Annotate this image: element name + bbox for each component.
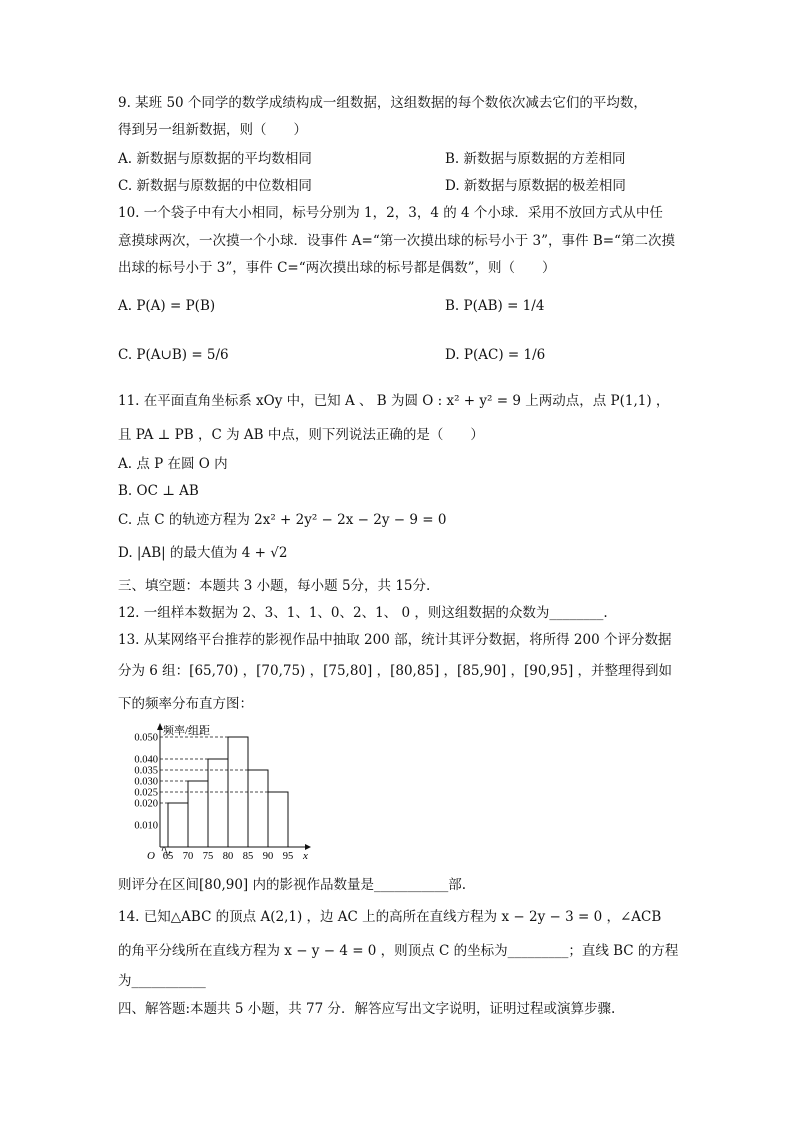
q10-option-b: B. P(AB) = 1/4 xyxy=(445,298,545,314)
histogram-bar xyxy=(168,803,188,847)
x-tick-label: 80 xyxy=(222,851,234,862)
q10-stem-line1: 10. 一个袋子中有大小相同，标号分别为 1，2，3，4 的 4 个小球．采用不放回方式从中任 xyxy=(118,205,663,221)
q13-stem-line3: 下的频率分布直方图： xyxy=(118,696,253,712)
y-tick-label: 0.035 xyxy=(134,765,158,777)
q11-stem-line1: 11. 在平面直角坐标系 xOy 中，已知 A 、 B 为圆 O : x² + y² = 9 上两动点，点 P(1,1) ， xyxy=(118,393,670,409)
x-axis-label: x xyxy=(303,850,308,862)
q10-option-d: D. P(AC) = 1/6 xyxy=(445,347,546,363)
histogram-layer xyxy=(134,723,311,862)
x-tick-label: 75 xyxy=(202,851,214,862)
q14-stem-line2: 的角平分线所在直线方程为 x − y − 4 = 0 ，则顶点 C 的坐标为_________；直线 BC 的方程 xyxy=(118,943,679,959)
histogram-bar xyxy=(188,781,208,847)
section-3-heading: 三、填空题：本题共 3 小题，每小题 5分，共 15分. xyxy=(118,578,431,594)
q10-stem-line3: 出球的标号小于 3”，事件 C=“两次摸出球的标号都是偶数”，则（ ） xyxy=(118,260,556,276)
histogram-bar xyxy=(208,759,228,847)
q11-option-d: D. |AB| 的最大值为 4 + √2 xyxy=(118,545,288,561)
origin-label: O xyxy=(147,850,155,862)
q12-text: 12. 一组样本数据为 2、3、1、1、0、2、1、 0 ，则这组数据的众数为________. xyxy=(118,605,608,621)
x-tick-label: 65 xyxy=(162,851,174,862)
q9-option-d: D. 新数据与原数据的极差相同 xyxy=(445,178,626,194)
histogram-bar xyxy=(268,792,288,847)
q9-stem-line1: 9. 某班 50 个同学的数学成绩构成一组数据，这组数据的每个数依次减去它们的平均数， xyxy=(118,95,647,111)
x-tick-label: 85 xyxy=(242,851,254,862)
y-tick-label: 0.040 xyxy=(134,754,158,766)
q11-stem-line2: 且 PA ⊥ PB ，C 为 AB 中点，则下列说法正确的是（ ） xyxy=(118,427,484,443)
y-axis-label: 频率/组距 xyxy=(163,725,211,737)
q11-option-a: A. 点 P 在圆 O 内 xyxy=(118,456,228,472)
q10-option-a: A. P(A) = P(B) xyxy=(118,298,216,314)
x-tick-label: 90 xyxy=(262,851,274,862)
q14-stem-line3: 为___________ xyxy=(118,973,206,989)
q11-option-c: C. 点 C 的轨迹方程为 2x² + 2y² − 2x − 2y − 9 = 0 xyxy=(118,512,447,528)
frequency-histogram xyxy=(115,722,315,867)
section-4-heading: 四、解答题:本题共 5 小题，共 77 分．解答应写出文字说明，证明过程或演算步骤. xyxy=(118,1001,616,1017)
x-tick-label: 95 xyxy=(282,851,294,862)
y-tick-label: 0.030 xyxy=(134,776,158,788)
q11-option-b: B. OC ⊥ AB xyxy=(118,483,199,499)
histogram-bar xyxy=(248,770,268,847)
y-tick-label: 0.050 xyxy=(134,732,158,744)
q14-stem-line1: 14. 已知△ABC 的顶点 A(2,1) ，边 AC 上的高所在直线方程为 x − 2y − 3 = 0 ，∠ACB xyxy=(118,909,662,925)
x-tick-label: 70 xyxy=(182,851,194,862)
y-tick-label: 0.020 xyxy=(134,798,158,810)
y-tick-label: 0.010 xyxy=(134,820,158,832)
q9-option-a: A. 新数据与原数据的平均数相同 xyxy=(118,151,312,167)
q13-stem-line2: 分为 6 组：[65,70) ，[70,75) ，[75,80] ，[80,85] ，[85,90] ，[90,95] ，并整理得到如 xyxy=(118,663,673,679)
q13-answer-line: 则评分在区间[80,90] 内的影视作品数量是___________部. xyxy=(118,877,467,893)
q9-stem-line2: 得到另一组新数据，则（ ） xyxy=(118,122,307,138)
y-tick-label: 0.025 xyxy=(134,787,158,799)
q9-option-b: B. 新数据与原数据的方差相同 xyxy=(445,151,626,167)
q10-option-c: C. P(A∪B) = 5/6 xyxy=(118,347,229,363)
q13-stem-line1: 13. 从某网络平台推荐的影视作品中抽取 200 部，统计其评分数据，将所得 200 个评分数据 xyxy=(118,632,672,648)
q10-stem-line2: 意摸球两次，一次摸一个小球．设事件 A=“第一次摸出球的标号小于 3”，事件 B=“第二次摸 xyxy=(118,233,675,249)
q9-option-c: C. 新数据与原数据的中位数相同 xyxy=(118,178,312,194)
